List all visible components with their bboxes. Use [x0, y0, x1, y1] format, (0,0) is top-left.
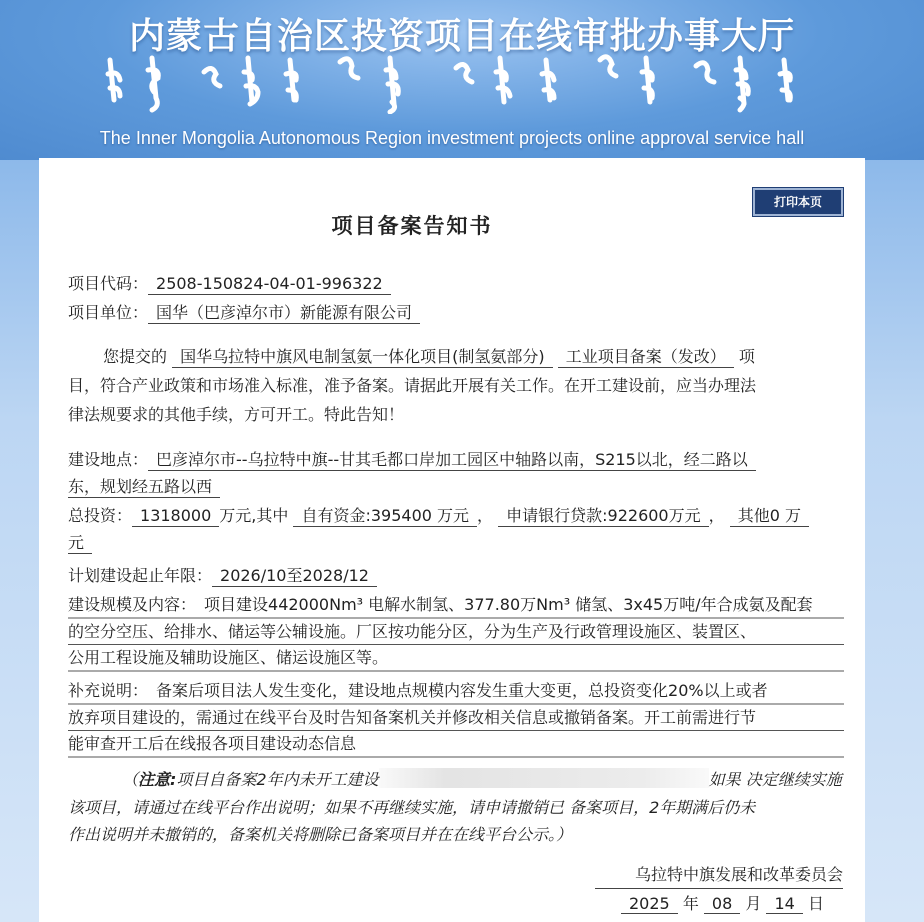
investment-label: 总投资： [68, 506, 133, 525]
date-year-label: 年 [682, 894, 699, 913]
para-after: 项 [738, 347, 755, 366]
funds-separator: ， [477, 506, 494, 525]
scale-line-3: 公用工程设施及辅助设施区、储运设施区等。 [68, 648, 389, 667]
period-value: 2026/10至2028/12 [212, 566, 377, 587]
date-month-label: 月 [745, 894, 762, 913]
issue-date [621, 893, 824, 915]
redacted-region [379, 768, 709, 788]
document-paper [39, 158, 865, 922]
project-code-label: 项目代码： [68, 274, 149, 293]
loan-separator: ， [708, 506, 725, 525]
supplement-label: 补充说明： [68, 681, 149, 700]
banner-title: 内蒙古自治区投资项目在线审批办事大厅 [128, 15, 795, 57]
period-row [68, 564, 377, 588]
filing-paragraph [68, 342, 844, 429]
notice-open: （ [122, 770, 139, 789]
banner-subtitle: The Inner Mongolia Autonomous Region investment projects online approval service hall [99, 128, 805, 148]
supplement-line-3: 能审查开工后在线报各项目建设动态信息 [68, 734, 357, 753]
location-label: 建设地点： [68, 450, 149, 469]
notice-line-3: 作出说明并未撤销的，备案机关将删除已备案项目并在在线平台公示。） [68, 825, 573, 844]
notice-label: 注意: [138, 770, 177, 789]
period-label: 计划建设起止年限： [68, 566, 213, 585]
para-line-3: 律法规要求的其他手续，方可开工。特此告知！ [68, 405, 405, 424]
supplement-line-2: 放弃项目建设的，需通过在线平台及时告知备案机关并修改相关信息或撤销备案。开工前需进行节 [68, 707, 757, 727]
scale-line-2: 的空分空压、给排水、储运等公辅设施。厂区按功能分区，分为生产及行政管理设施区、装置区、 [68, 621, 757, 641]
scale-line-1: 项目建设442000Nm³ 电解水制氢、377.80万Nm³ 储氢、3x45万吨/年合成氨及配套 [204, 595, 813, 614]
notice-paragraph [68, 766, 848, 849]
date-year: 2025 [621, 894, 678, 914]
other-funds-unit: 元 [68, 533, 92, 554]
para-intro: 您提交的 [103, 347, 168, 366]
location-line-1: 巴彦淖尔市--乌拉特中旗--甘其毛都口岸加工园区中轴路以南，S215以北，经二路以 [148, 450, 756, 471]
investment-total: 1318000 [132, 506, 219, 527]
project-unit-label: 项目单位： [68, 303, 149, 322]
other-funds: 其他0 万 [730, 506, 809, 527]
date-month: 08 [704, 894, 740, 914]
document-title: 项目备案告知书 [331, 213, 493, 238]
bank-loan: 申请银行贷款:922600万元 [498, 506, 708, 527]
investment-section [68, 503, 844, 556]
site-banner [0, 0, 924, 160]
location-section [68, 447, 844, 500]
print-page-button[interactable]: 打印本页 [753, 188, 843, 216]
scale-section [68, 592, 844, 672]
investment-unit: 万元,其中 [219, 506, 289, 525]
location-line-2: 东，规划经五路以西 [68, 477, 220, 498]
notice-line-1a: 项目自备案2年内未开工建设 [176, 770, 379, 789]
para-line-2: 目，符合产业政策和市场准入标准，准予备案。请据此开展有关工作。在开工建设前，应当办理法 [68, 376, 757, 395]
scale-label: 建设规模及内容： [68, 595, 197, 614]
issuing-authority: 乌拉特中旗发展和改革委员会 [595, 864, 843, 889]
mongolian-script-logo [100, 52, 800, 114]
date-day: 14 [766, 894, 802, 914]
supplement-section [68, 678, 844, 758]
supplement-line-1: 备案后项目法人发生变化，建设地点规模内容发生重大变更，总投资变化20%以上或者 [156, 681, 768, 700]
filing-type: 工业项目备案（发改） [558, 347, 734, 368]
notice-line-1b: 如果 决定继续实施 [708, 770, 842, 789]
project-unit-row [68, 301, 420, 325]
project-code-row [68, 272, 391, 296]
project-code-value: 2508-150824-04-01-996322 [148, 274, 391, 295]
project-name: 国华乌拉特中旗风电制氢氨一体化项目(制氢氨部分) [172, 347, 553, 368]
notice-line-2: 该项目，请通过在线平台作出说明；如果不再继续实施，请申请撤销已 备案项目，2年期满后仍未 [68, 797, 756, 817]
own-funds: 自有资金:395400 万元 [293, 506, 477, 527]
date-day-label: 日 [807, 894, 824, 913]
project-unit-value: 国华（巴彦淖尔市）新能源有限公司 [148, 303, 420, 324]
